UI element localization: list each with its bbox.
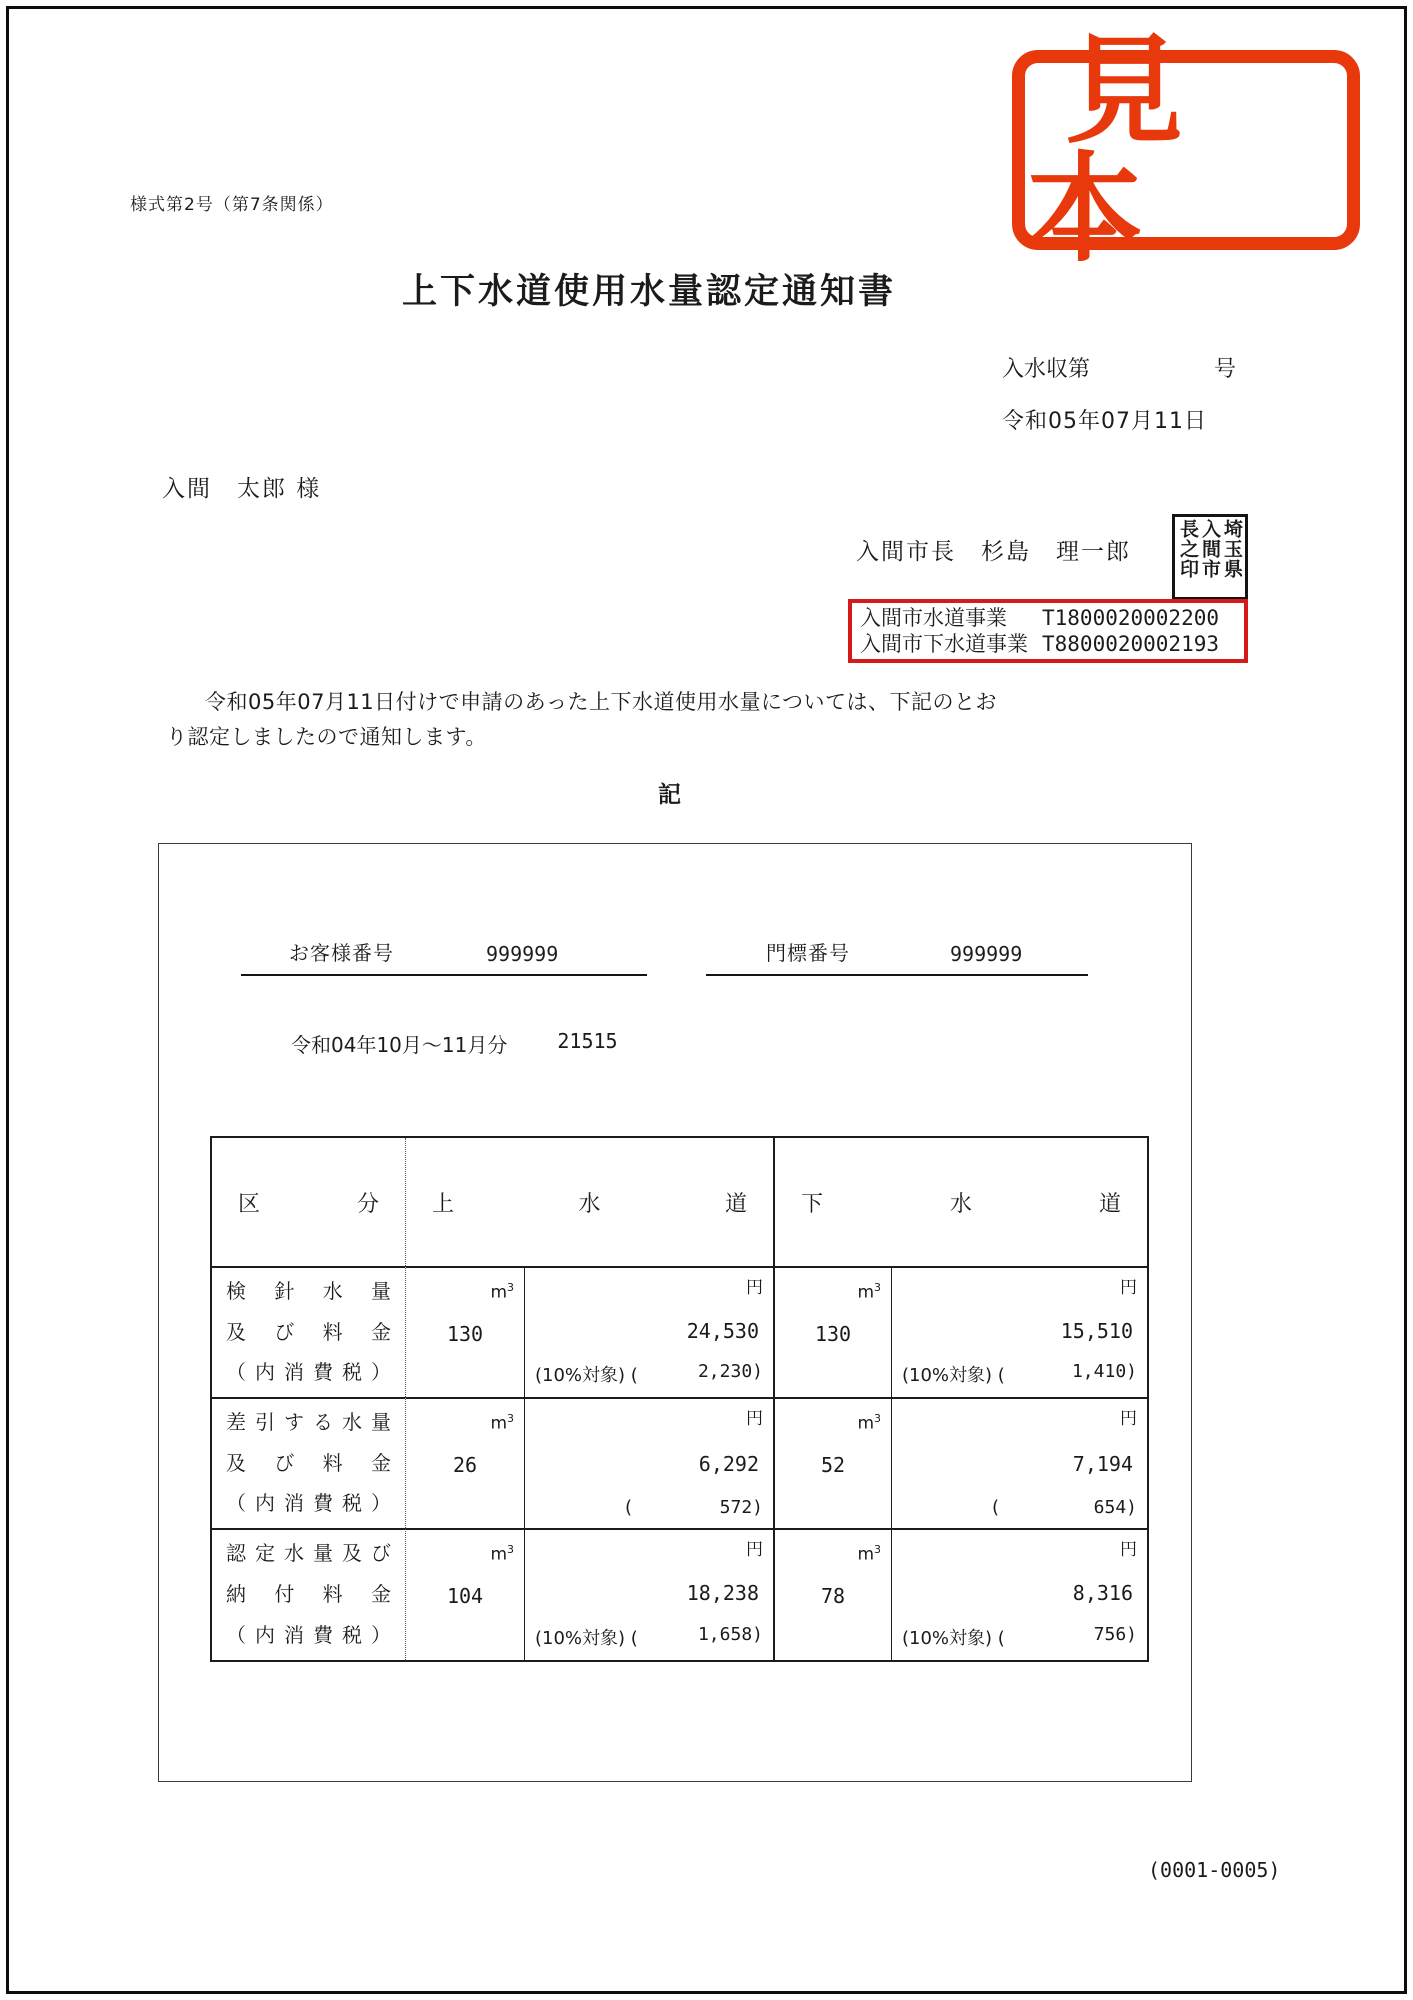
sewer-volume-value: 78 [820,1584,846,1609]
water-amount-cell: 円 6,292 ( 572) [524,1397,773,1528]
water-volume-cell: $m^3$ 26 [405,1397,524,1528]
table-header-water: 上水道 [405,1138,773,1266]
water-volume-cell: $m^3$ 130 [405,1266,524,1397]
sewer-business-row [860,632,1236,657]
gate-number-group [706,937,1088,976]
customer-number-group [241,937,647,976]
sample-stamp-text: 見本 [1025,21,1230,278]
sewer-amount-value: 8,316 [1072,1581,1133,1605]
mayor-name: 入間市長 杉島 理一郎 [856,539,1131,565]
table-row-label: 差引する水量 及び料金 （内消費税） [212,1397,405,1528]
table-header-sewer: 下水道 [773,1138,1147,1266]
water-amount-cell: 円 18,238 (10%対象) ( 1,658) [524,1528,773,1660]
customer-number-value: 999999 [486,942,559,966]
sewer-tax-value: 756) [1093,1624,1137,1645]
sewer-volume-cell: $m^3$ 78 [773,1528,891,1660]
receipt-number-line [1002,352,1236,383]
document-title: 上下水道使用水量認定通知書 [402,272,897,312]
sewer-tax-value: 1,410) [1071,1361,1137,1382]
billing-period-row [291,1029,618,1058]
sewer-business-number: T8800020002193 [1042,631,1220,656]
water-tax-value: 1,658) [697,1624,763,1645]
sample-stamp [1012,21,1360,278]
sewer-amount-cell: 円 7,194 ( 654) [891,1397,1147,1528]
ki-marker: 記 [658,782,681,808]
usage-table [210,1136,1149,1662]
form-code: 様式第2号（第7条関係） [130,195,334,215]
sewer-volume-cell: $m^3$ 52 [773,1397,891,1528]
official-seal [1172,514,1248,600]
billing-period-label: 令和04年10月～11月分 [291,1033,508,1057]
sewer-volume-value: 52 [820,1452,846,1477]
official-seal-text: 埼玉県入間市長之印 [1177,519,1243,579]
detail-box [158,843,1192,1782]
sewer-volume-value: 130 [814,1321,852,1346]
water-amount-value: 18,238 [686,1581,759,1605]
water-volume-value: 104 [446,1584,484,1609]
sewer-business-label: 入間市下水道事業 [860,631,1028,656]
page-counter: (0001-0005) [1148,1858,1281,1882]
sewer-tax-value: 654) [1093,1497,1137,1518]
water-business-row [860,606,1236,631]
sewer-amount-cell: 円 15,510 (10%対象) ( 1,410) [891,1266,1147,1397]
water-volume-value: 130 [446,1321,484,1346]
billing-period-code: 21515 [557,1029,618,1053]
receipt-label: 入水収第 [1002,357,1091,382]
sewer-amount-value: 7,194 [1072,1452,1133,1476]
water-volume-cell: $m^3$ 104 [405,1528,524,1660]
water-volume-value: 26 [452,1452,478,1477]
sewer-amount-cell: 円 8,316 (10%対象) ( 756) [891,1528,1147,1660]
table-row-label: 認定水量及び 納付料金 （内消費税） [212,1528,405,1660]
water-tax-value: 572) [719,1497,763,1518]
body-text-line2: り認定しましたので通知します。 [166,725,487,749]
receipt-suffix: 号 [1213,357,1236,382]
customer-number-label: お客様番号 [289,941,394,965]
addressee: 入間 太郎 様 [162,476,322,502]
sewer-volume-cell: $m^3$ 130 [773,1266,891,1397]
sewer-amount-value: 15,510 [1060,1318,1133,1343]
water-business-label: 入間市水道事業 [860,605,1007,630]
body-text-line1: 令和05年07月11日付けで申請のあった上下水道使用水量については、下記のとお [205,690,998,714]
gate-number-label: 門標番号 [766,941,850,965]
water-business-number: T1800020002200 [1042,605,1220,630]
water-amount-value: 6,292 [698,1452,759,1476]
issue-date: 令和05年07月11日 [1002,409,1207,434]
business-registration-box [848,599,1248,663]
water-amount-cell: 円 24,530 (10%対象) ( 2,230) [524,1266,773,1397]
table-header-category: 区分 [238,1191,379,1217]
table-row-label: 検針水量 及び料金 （内消費税） [212,1266,405,1397]
water-amount-value: 24,530 [686,1318,759,1343]
water-tax-value: 2,230) [697,1361,763,1382]
gate-number-value: 999999 [950,942,1023,966]
